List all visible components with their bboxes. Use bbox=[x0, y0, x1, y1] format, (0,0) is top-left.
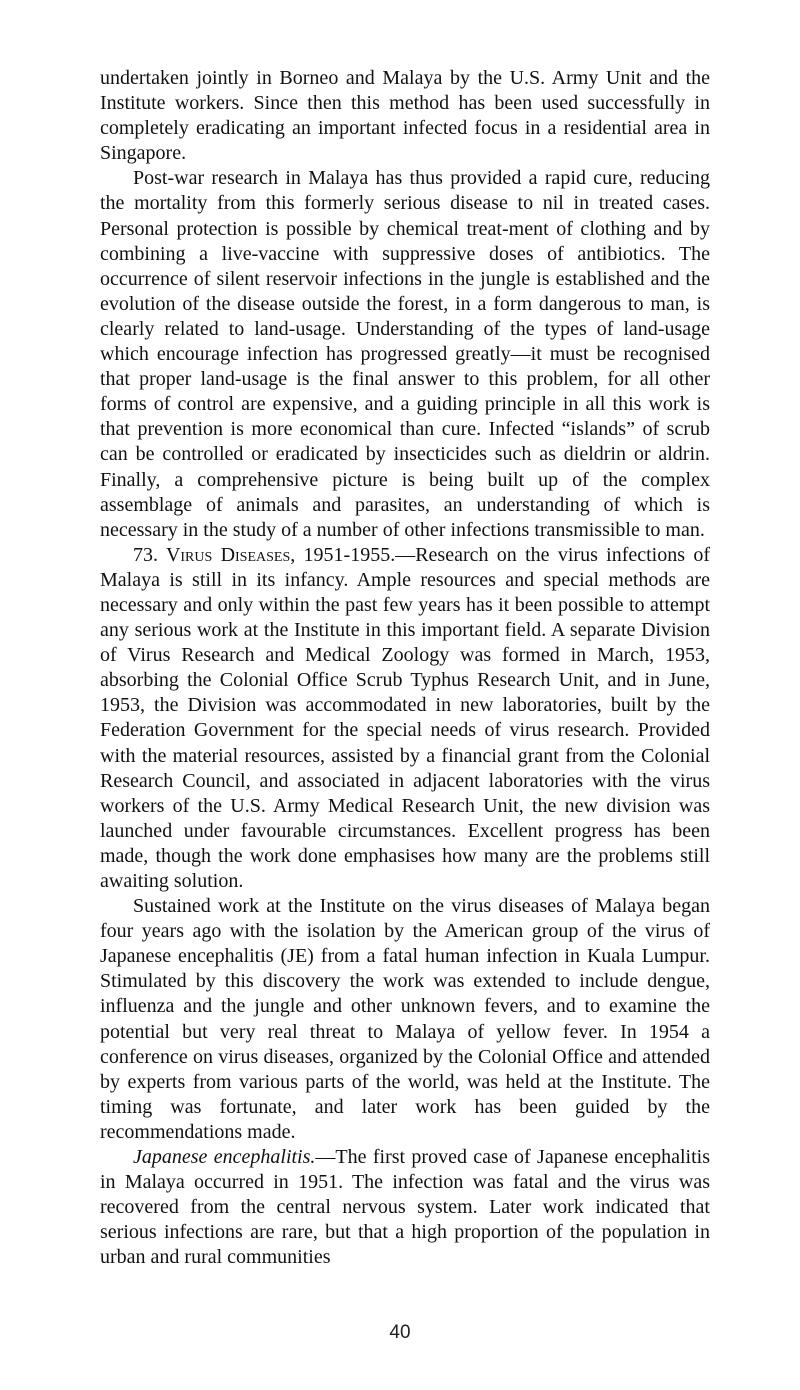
subheading-japanese-encephalitis: Japanese encephalitis. bbox=[133, 1146, 316, 1169]
page-number: 40 bbox=[389, 1322, 411, 1343]
paragraph-5 bbox=[100, 1145, 710, 1270]
paragraph-5-body: —The first proved case of Japanese encephalitis in Malaya occurred in 1951. The infection was fatal and the virus was recovered from the central nervous system. Later work indicated that serious infections are rare, but that a high proportion of the population in urban and rural communities bbox=[100, 1146, 710, 1269]
paragraph-1: undertaken jointly in Borneo and Malaya by the U.S. Army Unit and the Institute workers. Since then this method has been used successfully in completely eradicating an important infected focus in a residential area in Singapore. bbox=[100, 67, 710, 165]
document-body bbox=[100, 66, 710, 1271]
paragraph-3 bbox=[100, 543, 710, 894]
paragraph-2: Post-war research in Malaya has thus provided a rapid cure, reducing the mortality from this formerly serious disease to nil in treated cases. Personal protection is possible by chemical treat-ment of clothing and by combining a live-vaccine with suppressive doses of antibiotics. The occurrence of silent reservoir infections in the jungle is established and the evolution of the disease outside the forest, in a form dangerous to man, is clearly related to land-usage. Understanding of the types of land-usage which encourage infection has progressed greatly—it must be recognised that proper land-usage is the final answer to this problem, for all other forms of control are expensive, and a guiding principle in all this work is that prevention is more economical than cure. Infected “islands” of scrub can be controlled or eradicated by insecticides such as dieldrin or aldrin. Finally, a comprehensive picture is being built up of the complex assemblage of animals and parasites, an understanding of which is necessary in the study of a number of other infections transmissible to man. bbox=[100, 167, 710, 541]
paragraph-3-body: —Research on the virus infections of Malaya is still in its infancy. Ample resources and special methods are necessary and only within the past few years has it been possible to attempt any serious work at the Institute in this important field. A separate Division of Virus Research and Medical Zoology was formed in March, 1953, absorbing the Colonial Office Scrub Typhus Research Unit, and in June, 1953, the Division was accommodated in new laboratories, built by the Federation Government for the special needs of virus research. Provided with the material resources, assisted by a financial grant from the Colonial Research Council, and associated in adjacent laboratories with the virus workers of the U.S. Army Medical Research Unit, the new division was launched under favourable circumstances. Excellent progress has been made, though the work done emphasises how many are the problems still awaiting solution. bbox=[100, 543, 710, 892]
paragraph-4: Sustained work at the Institute on the virus diseases of Malaya began four years ago with the isolation by the American group of the virus of Japanese encephalitis (JE) from a fatal human infection in Kuala Lumpur. Stimulated by this discovery the work was extended to include dengue, influenza and the jungle and other unknown fevers, and to examine the potential but very real threat to Malaya of yellow fever. In 1954 a conference on virus diseases, organized by the Colonial Office and attended by experts from various parts of the world, was held at the Institute. The timing was fortunate, and later work has been guided by the recommendations made. bbox=[100, 895, 710, 1143]
section-heading-virus-diseases: 73. Virus Diseases, 1951-1955. bbox=[133, 543, 396, 566]
